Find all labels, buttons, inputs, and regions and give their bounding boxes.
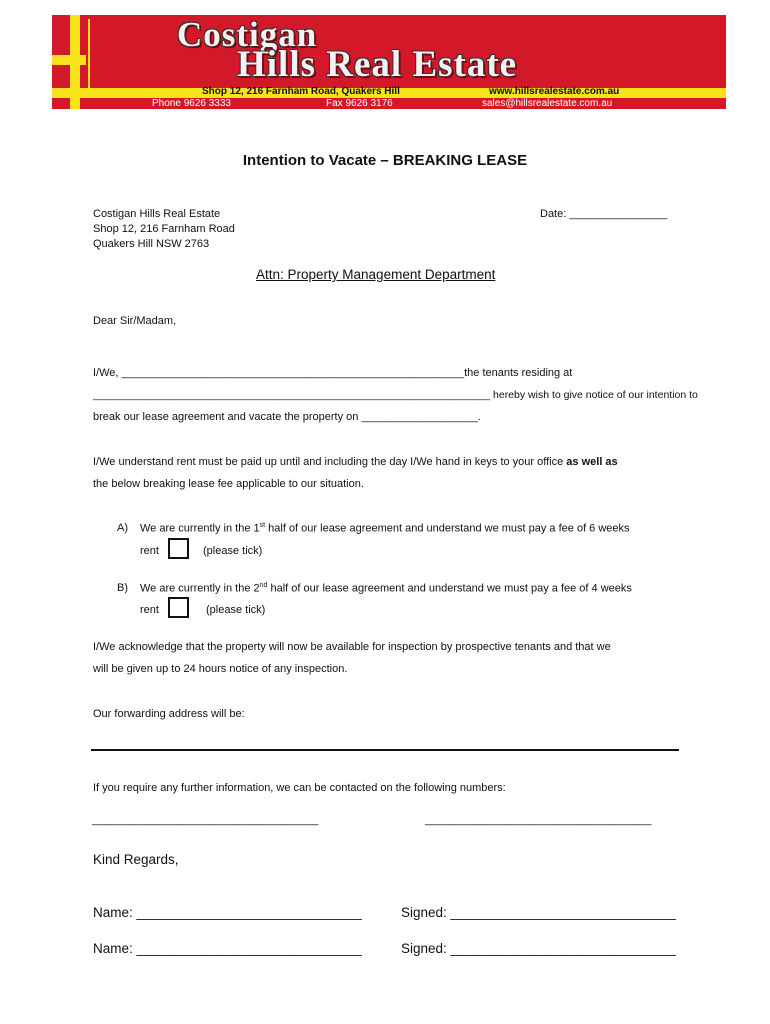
recipient-line2: Shop 12, 216 Farnham Road	[93, 223, 235, 235]
vacate-date-field[interactable]: break our lease agreement and vacate the property on ___________________.	[93, 411, 481, 423]
option-a-text-post: half of our lease agreement and understand we must pay a fee of 6 weeks	[265, 522, 630, 535]
option-b-tick-label: (please tick)	[206, 604, 266, 616]
option-b-sup: nd	[259, 582, 268, 589]
option-a-rent: rent	[140, 545, 159, 557]
option-b-text-pre: We are currently in the 2	[140, 582, 260, 595]
letterhead-website: www.hillsrealestate.com.au	[489, 86, 620, 97]
option-b-rent: rent	[140, 604, 159, 616]
attn-line: Attn: Property Management Department	[256, 267, 496, 282]
salutation: Dear Sir/Madam,	[93, 315, 177, 327]
option-a-tick-label: (please tick)	[203, 545, 263, 557]
option-b-checkbox[interactable]	[168, 597, 189, 618]
closing: Kind Regards,	[93, 852, 179, 867]
logo-divider	[88, 19, 90, 93]
rent-paragraph-line2: the below breaking lease fee applicable to our situation.	[93, 478, 364, 490]
option-b-text-post: half of our lease agreement and understand we must pay a fee of 4 weeks	[267, 582, 632, 595]
option-a-marker: A)	[117, 522, 128, 534]
name-field-2[interactable]: Name: ______________________________	[93, 941, 362, 956]
document-title: Intention to Vacate – BREAKING LEASE	[242, 152, 528, 169]
brand-name-line1: Costigan	[177, 15, 318, 54]
recipient-line3: Quakers Hill NSW 2763	[93, 238, 210, 250]
forwarding-address-label: Our forwarding address will be:	[93, 708, 245, 720]
contact-number-field-1[interactable]: _____________________________________	[92, 814, 319, 826]
signed-field-1[interactable]: Signed: ______________________________	[401, 905, 676, 920]
option-a-sup: st	[259, 522, 266, 529]
recipient-line1: Costigan Hills Real Estate	[93, 208, 221, 220]
date-field[interactable]: Date: ________________	[540, 208, 668, 220]
tenant-names-field[interactable]: I/We, ________________________________________________________the tenants residing at	[93, 367, 573, 379]
option-a-text-pre: We are currently in the 1	[140, 522, 260, 535]
brand-name-line2: Hills Real Estate	[237, 44, 518, 85]
option-a-checkbox[interactable]	[168, 538, 189, 559]
contact-number-field-2[interactable]: _____________________________________	[425, 814, 652, 826]
letterhead-fax: Fax 9626 3176	[326, 98, 393, 109]
letterhead-phone: Phone 9626 3333	[152, 98, 231, 109]
signed-field-2[interactable]: Signed: ______________________________	[401, 941, 676, 956]
contact-text: If you require any further information, we can be contacted on the following numbers:	[93, 782, 506, 794]
forwarding-address-line[interactable]	[91, 749, 679, 751]
rent-paragraph-line1	[93, 456, 618, 468]
option-b-marker: B)	[117, 582, 128, 594]
option-b-text	[140, 582, 632, 595]
logo-cross-horizontal	[52, 55, 86, 65]
rent-paragraph-text: I/We understand rent must be paid up until and including the day I/We hand in keys to your office	[93, 456, 567, 468]
inspection-paragraph-line1: I/We acknowledge that the property will now be available for inspection by prospective tenants and that we	[93, 641, 611, 653]
address-strip	[52, 88, 726, 98]
inspection-paragraph-line2: will be given up to 24 hours notice of any inspection.	[93, 663, 348, 675]
name-field-1[interactable]: Name: ______________________________	[93, 905, 362, 920]
rent-paragraph-bold: as well as	[566, 456, 618, 468]
letterhead-banner	[52, 15, 726, 109]
property-address-field[interactable]: ____________________________________________________________________ hereby wish to give notice of our intention to	[93, 389, 698, 401]
letterhead-address: Shop 12, 216 Farnham Road, Quakers Hill	[202, 86, 400, 97]
letterhead-email: sales@hillsrealestate.com.au	[482, 98, 613, 109]
option-a-text	[140, 522, 630, 535]
